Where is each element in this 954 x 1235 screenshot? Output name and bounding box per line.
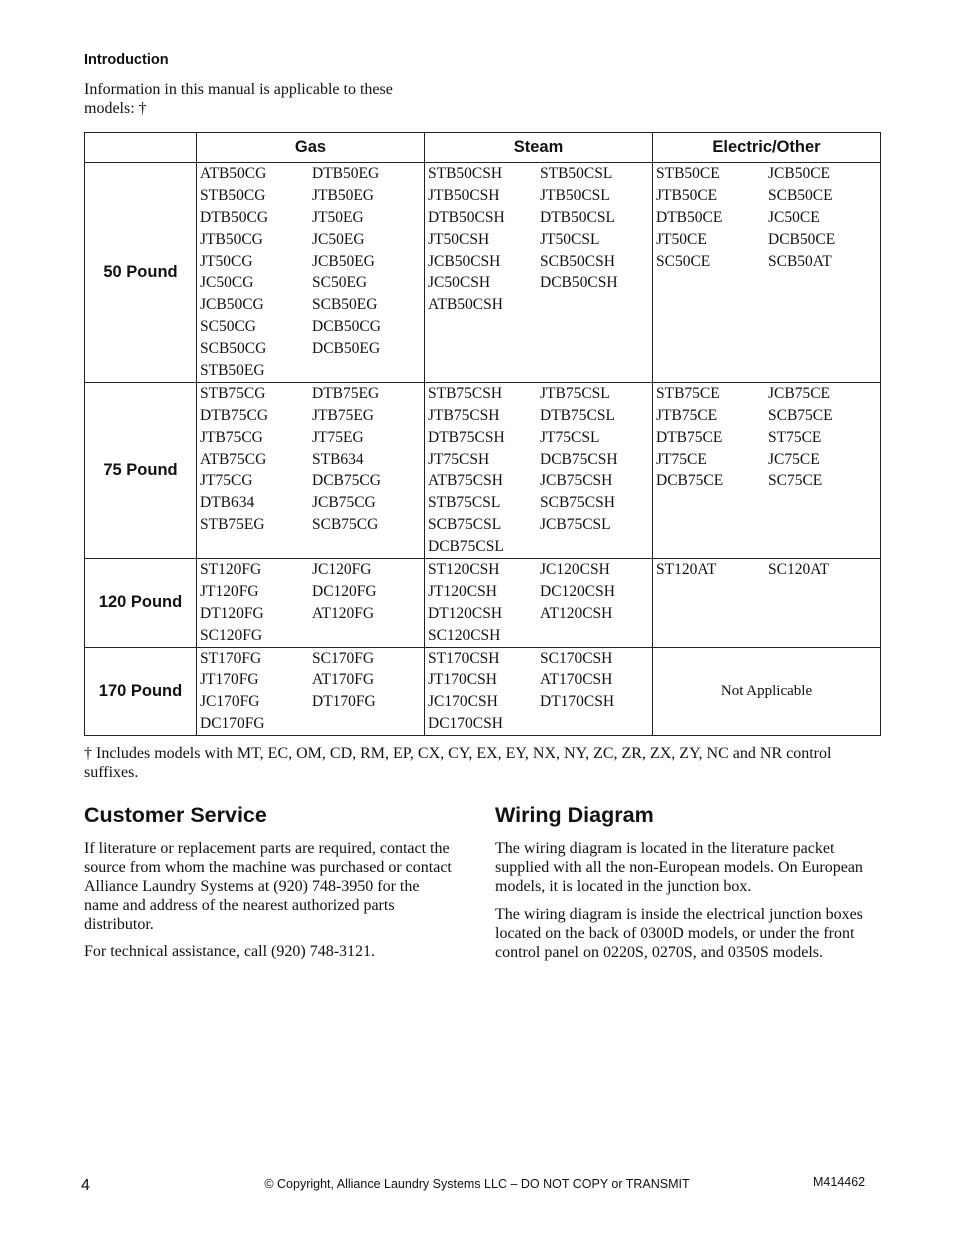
model-code: DT170CSH [540, 693, 615, 711]
model-code: SC120CSH [428, 626, 501, 644]
wiring-diagram-paragraph-1: The wiring diagram is located in the literature packet supplied with all the non-European models. On European models, it is located in the junction box. [495, 840, 863, 895]
model-code: STB75CG [200, 384, 266, 402]
model-code: DC170FG [200, 715, 265, 733]
model-code: JTB50CSL [540, 186, 610, 204]
not-applicable-cell: Not Applicable [653, 647, 881, 736]
model-code: JCB50CSH [428, 252, 501, 270]
table-header-gas: Gas [197, 133, 425, 163]
model-code: JTB75EG [312, 406, 374, 424]
model-code: STB50CSH [428, 165, 503, 182]
steam-models-list [425, 163, 652, 316]
model-code: ST75CE [768, 428, 822, 446]
model-code: JCB75CSH [540, 472, 613, 490]
model-code: ATB75CSH [428, 472, 503, 490]
model-code: SCB75CSH [540, 494, 615, 512]
model-code: SCB50CE [768, 186, 833, 204]
model-code: SC50EG [312, 274, 368, 292]
model-code: JC120FG [312, 561, 372, 579]
document-number: M414462 [813, 1175, 866, 1189]
gas-models-cell [197, 163, 425, 383]
model-code: STB75EG [200, 516, 265, 534]
model-code: DCB75CSH [540, 450, 618, 468]
model-code: STB50CG [200, 186, 266, 204]
model-code: JTB75CE [656, 406, 718, 424]
model-code: DCB75CSL [428, 538, 504, 556]
electric-models-list [653, 559, 880, 581]
model-code: ST170FG [200, 649, 262, 667]
model-code: STB50CSL [540, 165, 613, 182]
row-label: 120 Pound [85, 559, 197, 648]
model-code: SC50CG [200, 318, 256, 336]
model-code: ST120FG [200, 561, 262, 579]
model-code: JTB75CSH [428, 406, 500, 424]
model-code: STB75CSL [428, 494, 501, 512]
model-code: JT50CE [656, 230, 707, 248]
model-code: DTB50CG [200, 208, 269, 226]
model-code: DTB75CE [656, 428, 723, 446]
model-code: DTB50CSL [540, 208, 615, 226]
model-code: ATB50CG [200, 165, 267, 182]
table-row [85, 163, 881, 383]
model-code: DTB50EG [312, 165, 380, 182]
model-code: SC120FG [200, 626, 263, 644]
model-code: JT75CG [200, 472, 253, 490]
model-code: AT120FG [312, 604, 375, 622]
model-code: AT170FG [312, 671, 375, 689]
model-code: DCB50CSH [540, 274, 618, 292]
model-code: JC50CE [768, 208, 820, 226]
steam-models-cell [425, 647, 653, 736]
copyright-notice: © Copyright, Alliance Laundry Systems LLC – DO NOT COPY or TRANSMIT [264, 1177, 690, 1191]
model-code: DC170CSH [428, 715, 503, 733]
table-header-steam: Steam [425, 133, 653, 163]
model-code: JCB75CSL [540, 516, 611, 534]
steam-models-list [425, 559, 652, 647]
model-code: STB634 [312, 450, 364, 468]
model-code: JC170CSH [428, 693, 498, 711]
row-label: 75 Pound [85, 382, 197, 558]
model-code: DTB75CSH [428, 428, 505, 446]
steam-models-cell [425, 382, 653, 558]
page-number: 4 [81, 1177, 90, 1194]
steam-models-cell [425, 163, 653, 383]
model-code: DTB75EG [312, 384, 380, 402]
models-table [84, 132, 881, 736]
model-code: STB50CE [656, 165, 720, 182]
gas-models-list [197, 163, 424, 382]
model-code: DTB75CSL [540, 406, 615, 424]
electric-models-cell [653, 382, 881, 558]
model-code: JT75EG [312, 428, 364, 446]
model-code: STB75CSH [428, 384, 503, 402]
row-label: 170 Pound [85, 647, 197, 736]
model-code: JTB50CSH [428, 186, 500, 204]
model-code: JT50CG [200, 252, 253, 270]
model-code: SC170FG [312, 649, 375, 667]
model-code: JT50CSL [540, 230, 600, 248]
model-code: DTB634 [200, 494, 255, 512]
electric-models-list [653, 383, 880, 492]
model-code: JT120FG [200, 582, 259, 600]
customer-service-paragraph-2: For technical assistance, call (920) 748-3121. [84, 943, 376, 960]
model-code: DC120FG [312, 582, 377, 600]
model-code: DCB50CG [312, 318, 381, 336]
model-code: JTB50CG [200, 230, 263, 248]
model-code: JCB75CG [312, 494, 376, 512]
model-code: SCB50AT [768, 252, 832, 270]
footnote: † Includes models with MT, EC, OM, CD, RM, EP, CX, CY, EX, EY, NX, NY, ZC, ZR, ZX, ZY, NC and NR control suffixes. [84, 745, 832, 781]
model-code: DT120FG [200, 604, 264, 622]
wiring-diagram-paragraph-2: The wiring diagram is inside the electrical junction boxes located on the back of 0300D models, or under the front control panel on 0220S, 0270S, and 0350S models. [495, 906, 863, 961]
model-code: DCB50CE [768, 230, 836, 248]
intro-text: Information in this manual is applicable to these models: † [84, 81, 393, 117]
model-code: DCB50EG [312, 340, 381, 358]
steam-models-list [425, 648, 652, 736]
model-code: DT120CSH [428, 604, 503, 622]
table-header-empty [85, 133, 197, 163]
model-code: STB50EG [200, 362, 265, 380]
model-code: AT120CSH [540, 604, 613, 622]
model-code: JCB75CE [768, 384, 831, 402]
model-code: JC50CSH [428, 274, 491, 292]
model-code: JC120CSH [540, 561, 610, 579]
section-heading: Introduction [84, 52, 169, 68]
model-code: SCB75CE [768, 406, 833, 424]
model-code: DC120CSH [540, 582, 615, 600]
model-code: JTB75CSL [540, 384, 610, 402]
gas-models-cell [197, 647, 425, 736]
model-code: SCB50CSH [540, 252, 615, 270]
model-code: AT170CSH [540, 671, 613, 689]
table-row [85, 559, 881, 648]
gas-models-cell [197, 559, 425, 648]
model-code: JT75CE [656, 450, 707, 468]
model-code: JTB75CG [200, 428, 263, 446]
model-code: JT50EG [312, 208, 364, 226]
model-code: DTB50CE [656, 208, 723, 226]
customer-service-heading: Customer Service [84, 803, 267, 827]
gas-models-list [197, 383, 424, 536]
model-code: JT75CSL [540, 428, 600, 446]
customer-service-paragraph-1: If literature or replacement parts are required, contact the source from whom the machine was purchased or contact Alliance Laundry Systems at (920) 748-3950 for the name and address of the nearest authorized parts distributor. [84, 840, 452, 933]
model-code: SCB50EG [312, 296, 378, 314]
model-code: JC170FG [200, 693, 260, 711]
model-code: SC75CE [768, 472, 823, 490]
model-code: JT170CSH [428, 671, 497, 689]
model-code: ST120AT [656, 561, 717, 579]
model-code: ATB50CSH [428, 296, 503, 314]
steam-models-list [425, 383, 652, 558]
model-code: JT50CSH [428, 230, 490, 248]
model-code: STB75CE [656, 384, 720, 402]
model-code: DTB50CSH [428, 208, 505, 226]
model-code: JC75CE [768, 450, 820, 468]
model-code: JT75CSH [428, 450, 490, 468]
model-code: JCB50CG [200, 296, 264, 314]
row-label: 50 Pound [85, 163, 197, 383]
gas-models-cell [197, 382, 425, 558]
model-code: JCB50EG [312, 252, 375, 270]
model-code: JC50EG [312, 230, 365, 248]
gas-models-list [197, 648, 424, 736]
table-header-electric: Electric/Other [653, 133, 881, 163]
table-row [85, 647, 881, 736]
table-header-row [85, 133, 881, 163]
model-code: SC120AT [768, 561, 830, 579]
model-code: DCB75CG [312, 472, 381, 490]
model-code: JC50CG [200, 274, 254, 292]
model-code: JTB50CE [656, 186, 718, 204]
model-code: JT170FG [200, 671, 259, 689]
model-code: JCB50CE [768, 165, 831, 182]
electric-models-cell [653, 559, 881, 648]
gas-models-list [197, 559, 424, 647]
model-code: DT170FG [312, 693, 376, 711]
table-row [85, 382, 881, 558]
wiring-diagram-heading: Wiring Diagram [495, 803, 654, 827]
model-code: JTB50EG [312, 186, 374, 204]
model-code: SCB75CG [312, 516, 379, 534]
model-code: ST170CSH [428, 649, 500, 667]
model-code: DCB75CE [656, 472, 724, 490]
model-code: SC50CE [656, 252, 711, 270]
electric-models-list [653, 163, 880, 272]
model-code: SCB50CG [200, 340, 267, 358]
model-code: ATB75CG [200, 450, 267, 468]
model-code: ST120CSH [428, 561, 500, 579]
steam-models-cell [425, 559, 653, 648]
model-code: SC170CSH [540, 649, 613, 667]
model-code: SCB75CSL [428, 516, 502, 534]
model-code: DTB75CG [200, 406, 269, 424]
electric-models-cell [653, 163, 881, 383]
model-code: JT120CSH [428, 582, 497, 600]
